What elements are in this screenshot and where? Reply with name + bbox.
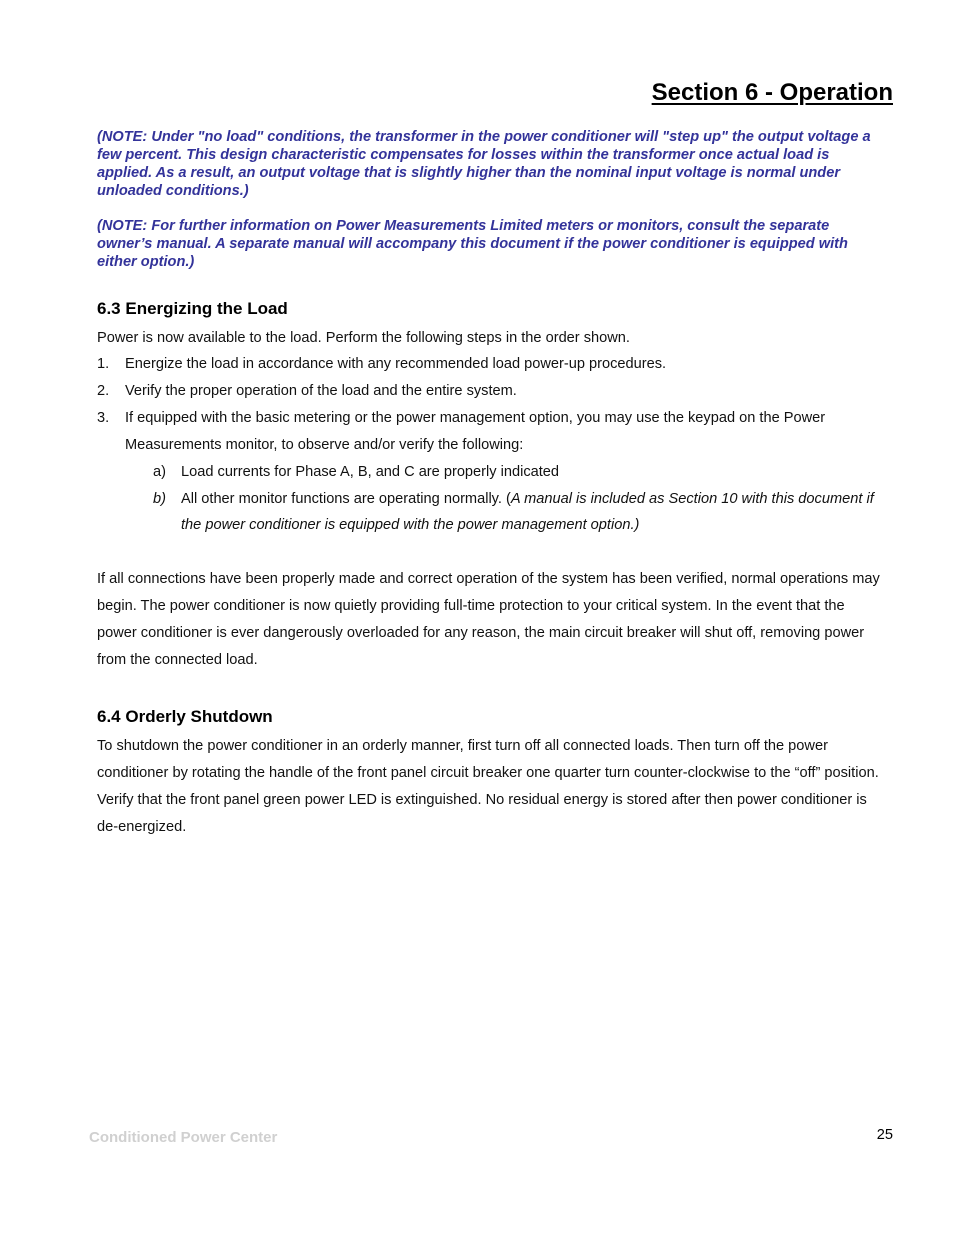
list-item: [97, 405, 887, 539]
page-number: 25: [876, 1127, 893, 1143]
list-item: [97, 351, 887, 378]
energizing-intro: Power is now available to the load. Perform the following steps in the order shown.: [97, 330, 630, 346]
verification-substeps: [125, 459, 887, 539]
energizing-steps: [97, 351, 887, 539]
shutdown-heading: 6.4 Orderly Shutdown: [97, 707, 273, 726]
list-item: [125, 459, 887, 486]
substep-marker: b): [153, 490, 166, 507]
step-text: If equipped with the basic metering or the power management option, you may use the keypad on the Power Measurements monitor, to observe and/or verify the following:: [125, 410, 826, 453]
meters-note: (NOTE: For further information on Power Measurements Limited meters or monitors, consult the separate owner’s manual. A separate manual will accompany this document if the power conditioner is equipped with either option.): [97, 218, 848, 270]
substep-italic-text: A manual is included as Section 10 with this document if the power conditioner is equipped with the power management option.): [181, 490, 874, 533]
shutdown-text: To shutdown the power conditioner in an orderly manner, first turn off all connected loads. Then turn off the power conditioner by rotating the handle of the front panel circuit breaker one quarter turn counter-clockwise to the “off” position. Verify that the front panel green power LED is extinguished. No residual energy is stored after then power conditioner is de-energized.: [97, 738, 879, 835]
list-item: [97, 378, 887, 405]
step-number: 1.: [97, 356, 110, 372]
energizing-result: If all connections have been properly made and correct operation of the system has been verified, normal operations may begin. The power conditioner is now quietly providing full-time protection to your critical system. In the event that the power conditioner is ever dangerously overloaded for any reason, the main circuit breaker will shut off, removing power from the connected load.: [97, 571, 880, 668]
substep-text: All other monitor functions are operating normally. (: [181, 490, 511, 507]
step-number: 3.: [97, 410, 110, 426]
step-text: Energize the load in accordance with any recommended load power-up procedures.: [125, 356, 667, 372]
section-title: Section 6 - Operation: [651, 79, 893, 106]
step-text: Verify the proper operation of the load and the entire system.: [125, 383, 517, 399]
substep-marker: a): [153, 464, 166, 480]
list-item: [125, 486, 887, 539]
substep-text: Load currents for Phase A, B, and C are properly indicated: [181, 464, 560, 480]
step-number: 2.: [97, 383, 110, 399]
energizing-heading: 6.3 Energizing the Load: [97, 299, 288, 318]
no-load-note: (NOTE: Under "no load" conditions, the transformer in the power conditioner will "step up" the output voltage a few percent. This design characteristic compensates for losses within the transformer once actual load is applied. As a result, an output voltage that is slightly higher than the nominal input voltage is normal under unloaded conditions.): [97, 129, 871, 199]
footer-title: Conditioned Power Center: [89, 1129, 278, 1146]
